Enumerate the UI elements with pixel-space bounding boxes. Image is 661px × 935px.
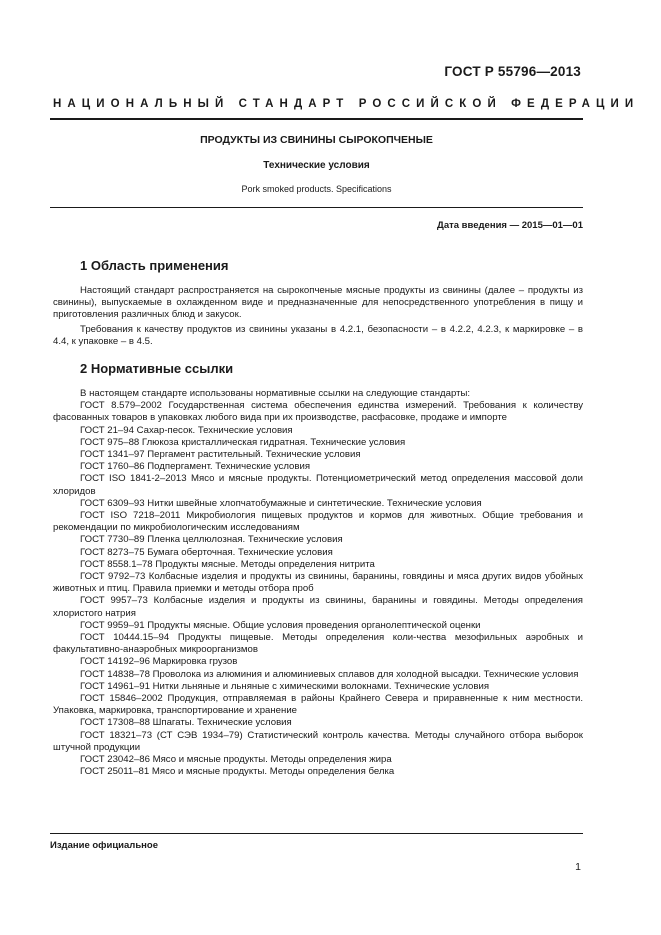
- footer-rule: [50, 833, 583, 834]
- section-2-title: 2 Нормативные ссылки: [80, 361, 234, 376]
- reference-item: ГОСТ 10444.15–94 Продукты пищевые. Методы определения коли-чества мезофильных аэробных и факультативно-анаэробных микроорганизмов: [53, 632, 583, 656]
- reference-item: ГОСТ 9957–73 Колбасные изделия и продукты из свинины, баранины и говядины. Методы определения хлористого натрия: [53, 595, 583, 619]
- official-edition-label: Издание официальное: [50, 840, 158, 851]
- reference-item: ГОСТ ISO 1841-2–2013 Мясо и мясные продукты. Потенциометрический метод определения массовой доли хлоридов: [53, 473, 583, 497]
- reference-item: ГОСТ 7730–89 Пленка целлюлозная. Технические условия: [80, 534, 343, 546]
- reference-item: ГОСТ 9792–73 Колбасные изделия и продукты из свинины, баранины, говядины и мяса других видов убойных животных и птиц. Правила приемки и методы отбора проб: [53, 571, 583, 595]
- introduction-date: Дата введения — 2015—01—01: [437, 220, 583, 231]
- title-rule: [50, 207, 583, 208]
- gost-code: ГОСТ Р 55796—2013: [444, 64, 581, 79]
- reference-item: ГОСТ 1760–86 Подпергамент. Технические условия: [80, 461, 311, 473]
- section-1-paragraph: Настоящий стандарт распространяется на сырокопченые мясные продукты из свинины (далее – продукты из свинины), выпускаемые в охлажденном виде и предназначенные для непосредственного употребления в пищу и приготовления различных блюд и закусок.: [53, 285, 583, 321]
- reference-item: ГОСТ 975–88 Глюкоза кристаллическая гидратная. Технические условия: [80, 436, 406, 448]
- reference-item: ГОСТ 15846–2002 Продукция, отправляемая в районы Крайнего Севера и приравненные к ним местности. Упаковка, маркировка, транспортирование и хранение: [53, 693, 583, 717]
- english-title: Pork smoked products. Specifications: [241, 184, 392, 194]
- reference-item: ГОСТ 17308–88 Шпагаты. Технические условия: [80, 717, 292, 729]
- reference-item: ГОСТ 9959–91 Продукты мясные. Общие условия проведения органолептической оценки: [80, 619, 481, 631]
- reference-item: ГОСТ 14838–78 Проволока из алюминия и алюминиевых сплавов для холодной высадки. Технические условия: [80, 668, 579, 680]
- reference-item: ГОСТ 6309–93 Нитки швейные хлопчатобумажные и синтетические. Технические условия: [80, 497, 482, 509]
- references-intro: В настоящем стандарте использованы нормативные ссылки на следующие стандарты:: [80, 388, 471, 399]
- national-standard-heading: НАЦИОНАЛЬНЫЙ СТАНДАРТ РОССИЙСКОЙ ФЕДЕРАЦИИ: [53, 98, 640, 110]
- reference-item: ГОСТ 8273–75 Бумага оберточная. Технические условия: [80, 546, 333, 558]
- document-title: ПРОДУКТЫ ИЗ СВИНИНЫ СЫРОКОПЧЕНЫЕ: [200, 134, 433, 146]
- reference-item: ГОСТ 23042–86 Мясо и мясные продукты. Методы определения жира: [80, 754, 392, 766]
- header-rule: [50, 118, 583, 120]
- reference-item: ГОСТ 14192–96 Маркировка грузов: [80, 656, 238, 668]
- reference-item: ГОСТ 8.579–2002 Государственная система обеспечения единства измерений. Требования к количеству фасованных товаров в упаковках любого вида при их производстве, расфасовке, продаже и импорте: [53, 400, 583, 424]
- reference-item: ГОСТ 14961–91 Нитки льняные и льняные с химическими волокнами. Технические условия: [80, 680, 490, 692]
- page-number: 1: [575, 861, 581, 873]
- reference-item: ГОСТ 8558.1–78 Продукты мясные. Методы определения нитрита: [80, 558, 375, 570]
- reference-item: ГОСТ 25011–81 Мясо и мясные продукты. Методы определения белка: [80, 766, 395, 778]
- section-1-paragraph: Требования к качеству продуктов из свинины указаны в 4.2.1, безопасности – в 4.2.2, 4.2.3, к маркировке – в 4.4, к упаковке – в 4.5.: [53, 324, 583, 348]
- reference-item: ГОСТ 1341–97 Пергамент растительный. Технические условия: [80, 449, 361, 461]
- section-1-title: 1 Область применения: [80, 258, 229, 273]
- references-list: [53, 388, 583, 779]
- document-subtitle: Технические условия: [263, 160, 370, 171]
- reference-item: ГОСТ ISO 7218–2011 Микробиология пищевых продуктов и кормов для животных. Общие требования и рекомендации по микробиологическим исследованиям: [53, 510, 583, 534]
- reference-item: ГОСТ 18321–73 (СТ СЭВ 1934–79) Статистический контроль качества. Методы случайного отбора выборок штучной продукции: [53, 729, 583, 753]
- reference-item: ГОСТ 21–94 Сахар-песок. Технические условия: [80, 424, 293, 436]
